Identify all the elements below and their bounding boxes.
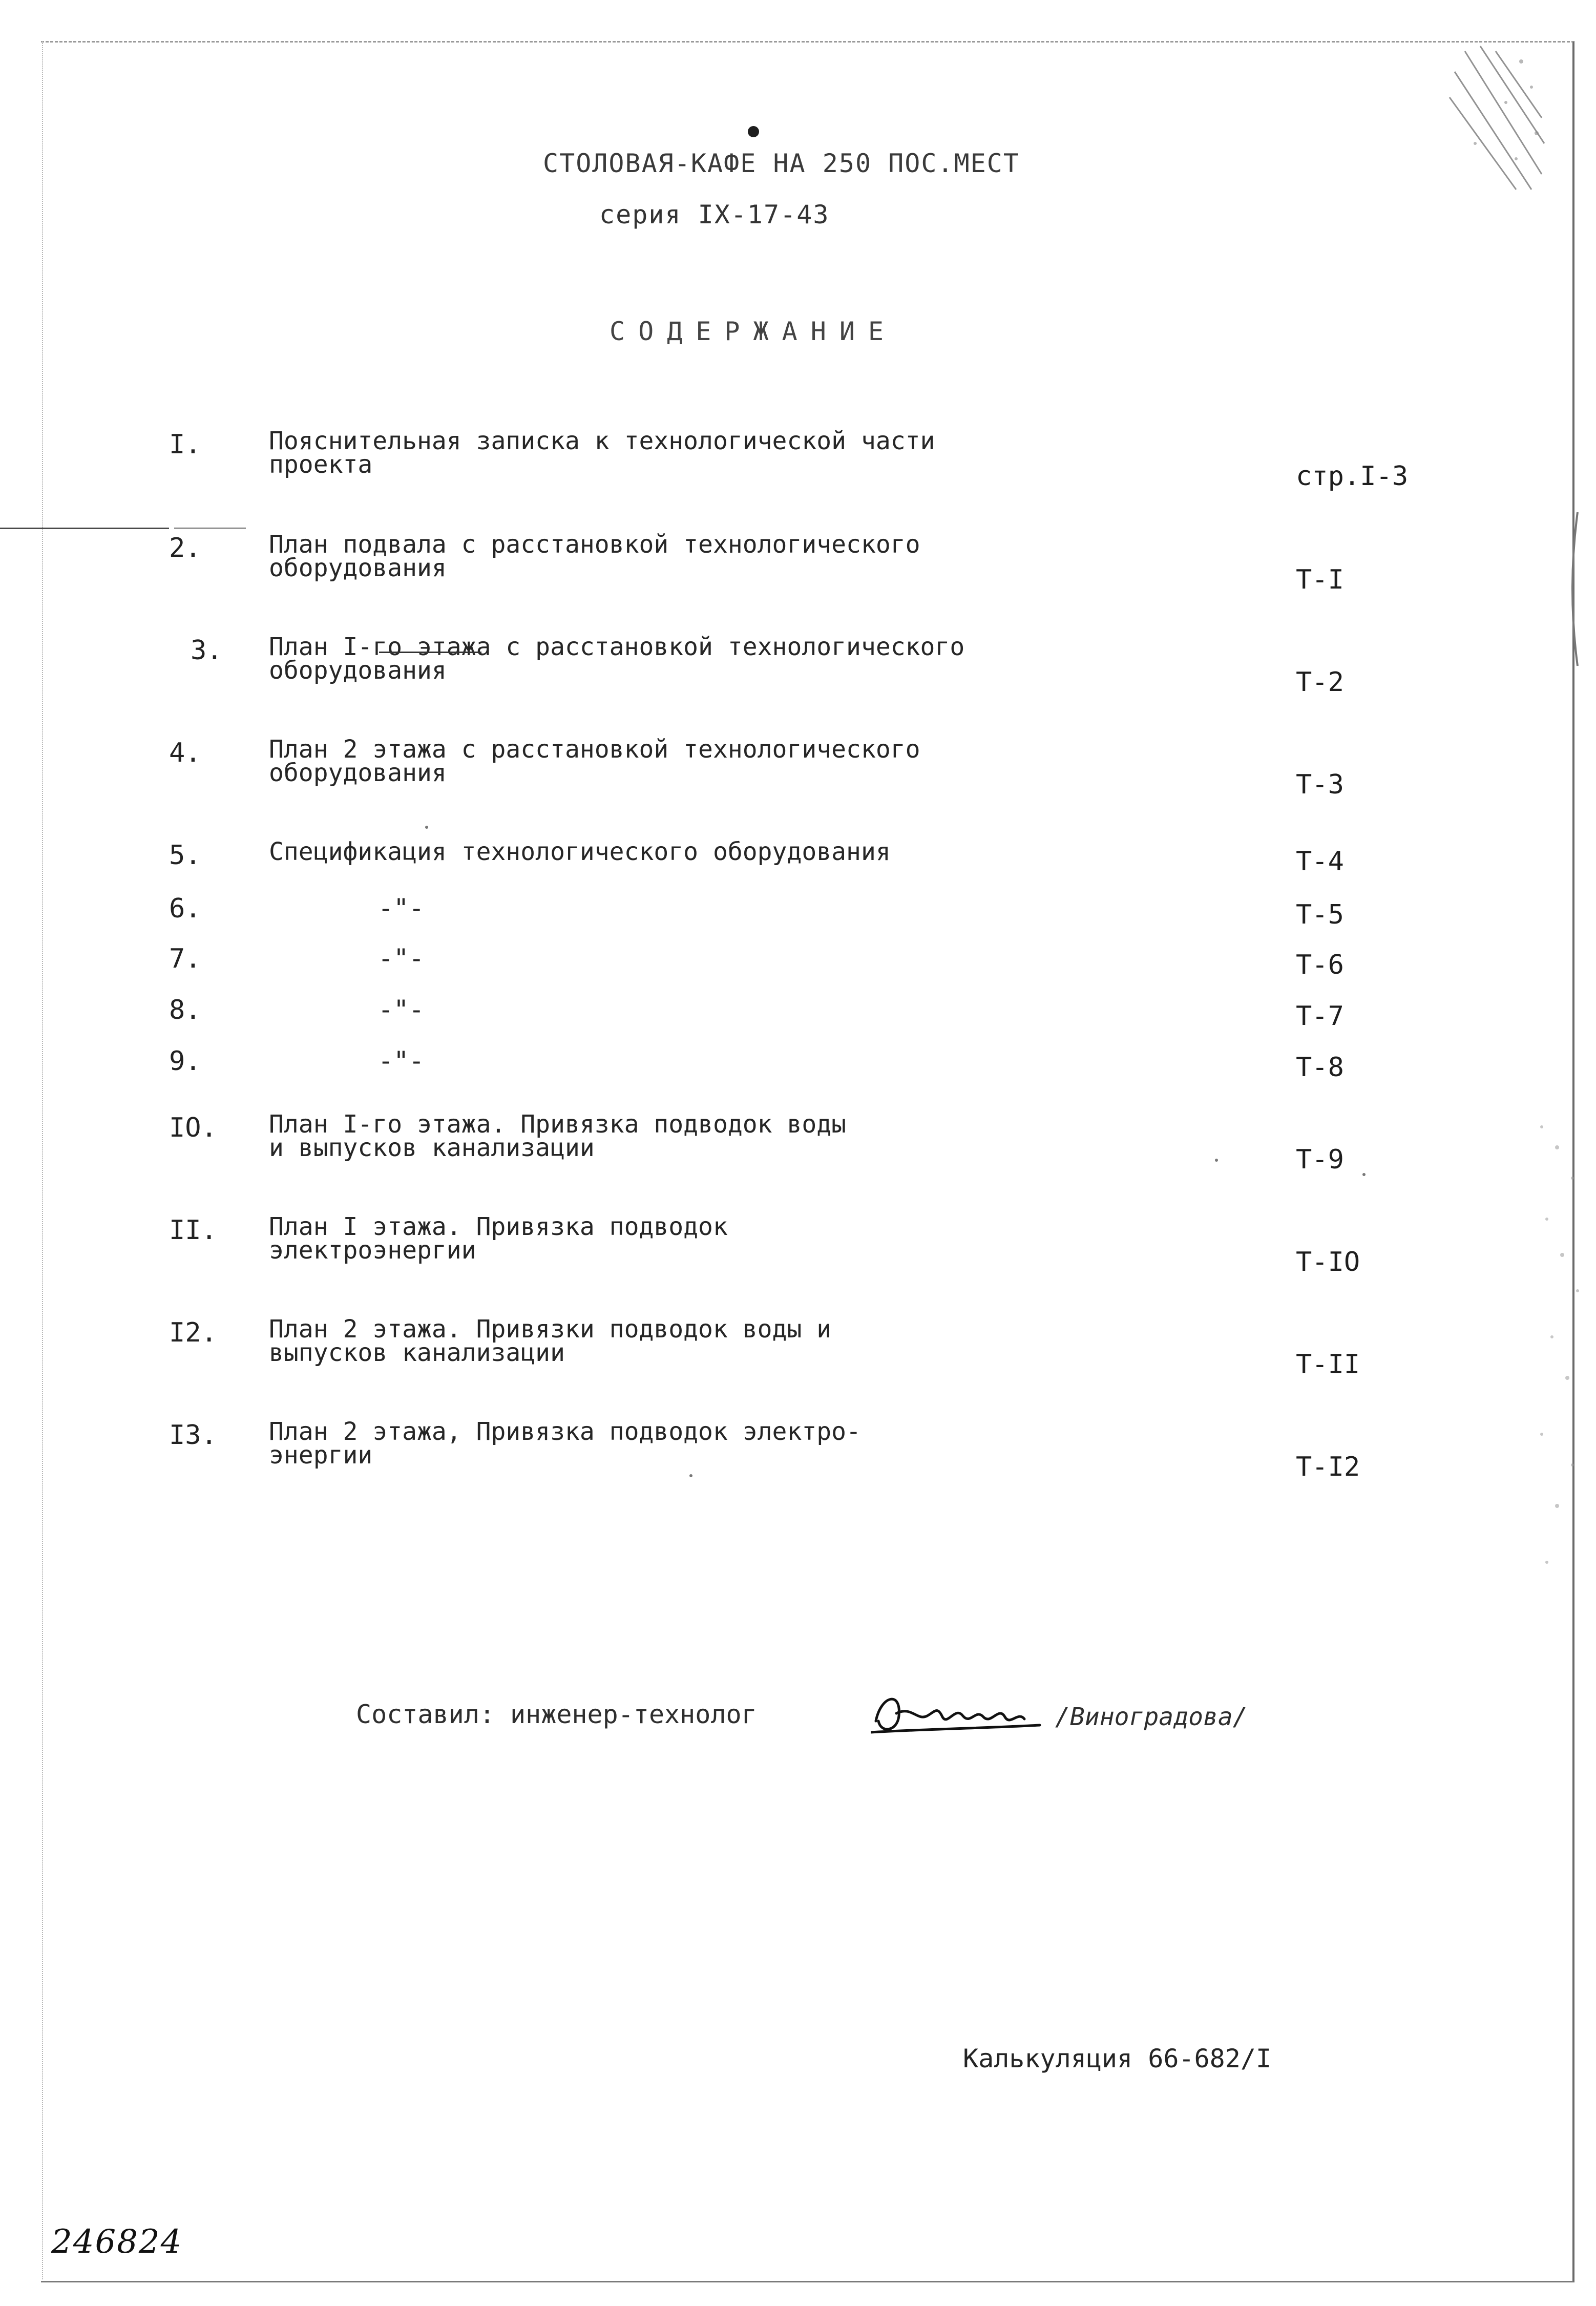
entry-title: Спецификация технологического оборудования	[269, 837, 891, 866]
entry-number: I.	[169, 429, 201, 460]
handwritten-signature	[871, 1685, 1045, 1742]
entry-sheet: Т-3	[1296, 769, 1344, 800]
entry-ditto: -"-	[378, 944, 425, 973]
compiled-by: Составил: инженер-технолог	[356, 1700, 757, 1729]
entry-sheet: Т-5	[1296, 899, 1344, 930]
entry-sheet: Т-2	[1296, 667, 1344, 698]
entry-ditto: -"-	[378, 893, 425, 923]
ink-speck	[1215, 1159, 1218, 1162]
entry-number: 4.	[169, 738, 201, 768]
entry-number: IO.	[169, 1113, 217, 1143]
entry-number: 3.	[191, 635, 223, 666]
entry-sheet: Т-8	[1296, 1052, 1344, 1083]
entry-title: План I-го этажа с расстановкой технологического оборудования	[269, 633, 965, 685]
entry-sheet: Т-IO	[1296, 1247, 1360, 1277]
entry-sheet: Т-I2	[1296, 1452, 1360, 1482]
signer-name: /Виноградова/	[1055, 1703, 1248, 1731]
entry-number: I3.	[169, 1420, 217, 1451]
ink-speck	[689, 1474, 692, 1477]
entry-number: 7.	[169, 944, 201, 974]
calculation-number: Калькуляция 66-682/I	[963, 2044, 1272, 2073]
contents-heading: СОДЕРЖАНИЕ	[610, 317, 897, 346]
margin-rule-short	[174, 528, 246, 529]
entry-number: 8.	[169, 995, 201, 1025]
right-edge-marks	[1526, 512, 1588, 1742]
ink-speck	[425, 826, 428, 829]
entry-number: I2.	[169, 1317, 217, 1348]
entry-sheet: Т-4	[1296, 846, 1344, 877]
entry-ditto: -"-	[378, 1046, 425, 1076]
entry-number: 9.	[169, 1046, 201, 1077]
entry-sheet: стр.I-3	[1296, 461, 1409, 492]
entry-sheet: Т-7	[1296, 1001, 1344, 1032]
inventory-number: 246824	[51, 2223, 183, 2261]
entry-sheet: Т-6	[1296, 950, 1344, 980]
entry-number: 6.	[169, 893, 201, 924]
entry-ditto: -"-	[378, 995, 425, 1024]
entry-title: План I этажа. Привязка подводок электроэнергии	[269, 1212, 728, 1265]
entry-sheet: Т-I	[1296, 564, 1344, 595]
ink-dot	[748, 126, 759, 137]
entry-title: План I-го этажа. Привязка подводок воды и выпусков канализации	[269, 1110, 847, 1162]
entry-number: 5.	[169, 840, 201, 871]
margin-rule	[0, 528, 169, 529]
strikethrough-mark	[379, 652, 481, 653]
entry-title: Пояснительная записка к технологической части проекта	[269, 427, 935, 479]
page-edge-left	[42, 41, 43, 2279]
entry-number: 2.	[169, 533, 201, 563]
entry-title: План 2 этажа. Привязки подводок воды и выпусков канализации	[269, 1315, 832, 1367]
entry-title: План подвала с расстановкой технологического оборудования	[269, 530, 920, 582]
entry-sheet: Т-9	[1296, 1144, 1344, 1175]
entry-sheet: Т-II	[1296, 1349, 1360, 1380]
ink-speck	[1362, 1173, 1366, 1176]
document-title: СТОЛОВАЯ-КАФЕ НА 250 ПОС.МЕСТ	[543, 149, 1020, 178]
corner-scribble	[1444, 41, 1547, 195]
entry-title: План 2 этажа, Привязка подводок электро- энергии	[269, 1417, 861, 1470]
document-series: серия IX-17-43	[599, 200, 830, 229]
entry-title: План 2 этажа с расстановкой технологического оборудования	[269, 735, 920, 787]
entry-number: II.	[169, 1215, 217, 1246]
